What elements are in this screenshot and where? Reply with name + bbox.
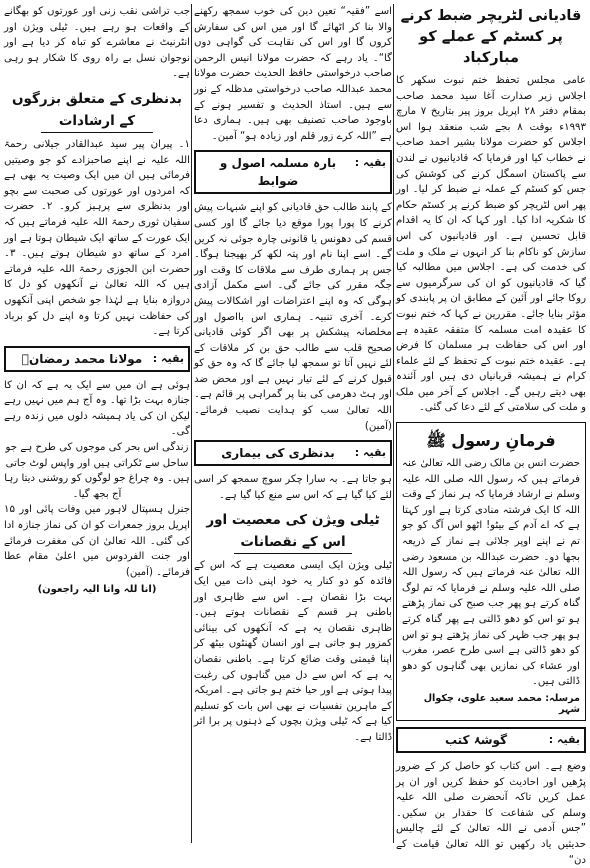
column-right [396, 4, 587, 866]
article-headline: بدنظری کے متعلق بزرگوں کے ارشادات [4, 88, 190, 133]
article-body: ہو جاتا ہے۔ بہ سارا چکر سوچ سمجھ کر اسی لئے کیا گیا ہے کہ اس سے منع کیا گیا ہے۔ [194, 474, 392, 501]
banner-tag: بقیہ : [354, 156, 386, 170]
continuation-banner [194, 440, 392, 466]
banner-title: بدنظری کی بیماری [221, 446, 335, 461]
column-divider [393, 4, 394, 843]
article-body: اسے ”فقیہ“ تعین دین کی خوب سمجھ رکھنے والا بنا کر اٹھائے گا اور میں اس کی سفارش کروں گا اور اس کی نقاہت کی گواہی دوں گا“۔ یاد رہے کہ حضرت مولانا انیس الرحمن صاحب درخواستی حافظ الحدیث حضرت مولانا محمد عبداللہ صاحب درخواستی مدظلہ کے نور سے ہیں۔ استاذ الحدیث و تفسیر ہونے کے باوجود صاحب تصنیف بھی ہیں۔ ہماری دعا ہے ”اللہ کرے زور قلم اور زیادہ ہو“ آمین۔ [194, 6, 392, 142]
continuation-banner [4, 346, 190, 372]
column-left [4, 4, 190, 843]
column-divider [191, 4, 192, 843]
banner-title: بارہ مسلمہ اصول و ضوابط [219, 156, 337, 189]
banner-title: گوشۂ کتب [444, 732, 508, 747]
banner-title: مولانا محمد رمضانؒ [21, 351, 143, 366]
article-headline: قادیانی لٹریچر ضبط کرنے پر کسٹم کے عملے کو مبارکباد [400, 8, 582, 66]
continuation-banner [194, 150, 392, 194]
banner-tag: بقیہ : [548, 732, 580, 746]
poem-verse: زندگی اس بحر کی موجوں کی طرح ہے جو ساحل سے ٹکراتی ہیں اور واپس لوٹ جاتی ہیں۔ وہ چراغ جو لوگوں کو روشنی دیتا رہا آج بجھ گیا۔ [4, 442, 190, 500]
continuation-banner [396, 727, 586, 753]
article-body: جب تراشی نقب زنی اور عورتوں کو بھگانے کے واقعات ہو رہے ہیں۔ ٹیلی ویژن اور انٹرنیٹ نے معاشرے کو تباہ کر دیا ہے اور نوجوان نسل بے راہ روی کا شکار ہو رہی ہے۔ [4, 6, 190, 80]
article-body: ہوئی ہے ان میں سے ایک یہ ہے کہ ان کا جنازہ بہت بڑا تھا۔ وہ آج ہم میں نہیں رہے لیکن ان کی یاد ہمیشہ دلوں میں زندہ رہے گی۔ [4, 379, 190, 438]
article-body: ۱۔ پیران پیر سید عبدالقادر جیلانی رحمۃ اللہ علیہ نے اپنے صاحبزادے کو جو وصیتیں فرمائی ہیں ان میں ایک وصیت یہ بھی ہے کہ امردوں اور عورتوں کی صحبت سے بچو اور بدنظری سے پرہیز کرو۔ ۲۔ حضرت سفیان ثوری رحمۃ اللہ علیہ فرماتے ہیں کہ ایک عورت کے ساتھ ایک شیطان ہوتا ہے اور امرد کے ساتھ دو شیطان ہوتے ہیں۔ ۳۔ حضرت ابن الجوزی رحمۃ اللہ علیہ فرماتے ہیں کہ اللہ تعالیٰ نے آنکھوں کو دل کا دروازہ بنایا ہے لہٰذا جو شخص اپنی آنکھوں کی حفاظت نہیں کرتا وہ اپنے دل کو برباد کرتا ہے۔ [4, 138, 190, 338]
column-middle [194, 4, 392, 843]
article-headline: ٹیلی ویژن کی معصیت اور اس کے نقصانات [194, 509, 392, 554]
banner-tag: بقیہ : [152, 351, 184, 365]
article-body: عامی مجلس تحفظ ختم نبوت سکھر کا اجلاس زیر صدارت آغا سید محمد صاحب بمقام دفتر ۲۸ اپریل بروز پیر بتاریخ ۷ مارچ ۱۹۹۳ء بوقت ۸ بجے شب منعقد ہوا اس اجلاس کو حضرت مولانا بشیر احمد صاحب نے خطاب کیا اور فرمایا کہ قادیانیوں نے لندن سے پاکستان اسمگل کرنے کی کوشش کی جس کو کسٹم کے عملہ نے ضبط کر لیا۔ اور پھر اس لٹریچر کو ضبط کرنے پر کسٹم حکام کا شکریہ ادا کیا۔ اور کہا کہ ان کا یہ اقدام قابل تحسین ہے۔ اور قادیانیوں کی اس سازش کو ناکام بنا کر انہوں نے ملک و ملت کی خدمت کی ہے۔ اجلاس میں مطالبہ کیا گیا کہ قادیانیوں کو ان کی سرگرمیوں سے روکا جائے اور آئین کے مطابق ان پر پابندی کو مؤثر بنایا جائے۔ مقررین نے کہا کہ ختم نبوت کا عقیدہ امت مسلمہ کا متفقہ عقیدہ ہے اور اس کی حفاظت ہر مسلمان کا فرض ہے۔ عقیدہ ختم نبوت کے تحفظ کے لئے علماء کرام نے ہمیشہ قربانیاں دی ہیں اور آئندہ بھی دیتے رہیں گے۔ اجلاس کے آخر میں ملک و ملت کی سلامتی کے لئے دعا کی گئی۔ [396, 75, 587, 414]
hadith-box-body: حضرت انس بن مالک رضی اللہ تعالیٰ عنہ فرماتے ہیں کہ رسول اللہ صلی اللہ علیہ وسلم نے ارشاد فرمایا کہ ہر نماز کے وقت اللہ کا ایک فرشتہ منادی کرتا ہے اور کہتا ہے کہ اے آدم کے بیٹو! اٹھو اس آگ کو جو تم نے اپنے اوپر جلائی ہے نماز کے ذریعہ بجھا دو۔ حضرت عبداللہ بن مسعود رضی اللہ تعالیٰ عنہ فرماتے ہیں کہ رسول اللہ صلی اللہ علیہ وسلم نے فرمایا کہ تم لوگ گناہ کرتے ہو پھر جب صبح کی نماز پڑھتے ہو تو اس کو دھو ڈالتی ہے پھر گناہ کرتے ہو پھر جب ظہر کی نماز پڑھتے ہو تو اس کو دھو ڈالتی ہے اسی طرح عصر، مغرب اور عشاء کی نمازیں بھی گناہوں کو دھو ڈالتی ہیں۔ [402, 458, 580, 688]
hadith-box [396, 422, 586, 721]
article-body: جنرل ہسپتال لاہور میں وفات پائی اور ۱۵ اپریل بروز جمعرات کو ان کی نماز جنازہ ادا کی گئی۔ اللہ تعالیٰ ان کی مغفرت فرمائے اور جنت الفردوس میں اعلیٰ مقام عطا فرمائے۔ (آمین) [4, 504, 190, 578]
hadith-box-title: فرمانِ رسول ﷺ [426, 431, 556, 451]
article-body: ٹیلی ویژن ایک ایسی معصیت ہے کہ اس کے فائدہ کو دو کنار یہ خود اپنی ذات میں ایک بہت بڑا نقصان ہے۔ اس سے ظاہری اور باطنی ہر قسم کے نقصانات ہوتے ہیں۔ ظاہری نقصان یہ ہے کہ آنکھوں کی بینائی کمزور ہو جاتی ہے اور انسان گھنٹوں بیٹھ کر اپنا قیمتی وقت ضائع کرتا ہے۔ باطنی نقصان یہ ہے کہ اس سے دل میں گناہوں کی رغبت پیدا ہوتی ہے اور حیا ختم ہو جاتی ہے۔ امریکہ کے ماہرین نفسیات نے بھی اس بات کو تسلیم کیا ہے کہ ٹیلی ویژن بچوں کے ذہنوں پر برا اثر ڈالتا ہے۔ [194, 560, 392, 743]
article-body: کے پابند طالب حق قادیانی کو اپنے شبہات پیش کرنے کا پورا پورا موقع دیا جائے گا اور کسی قسم کی دھونس یا قانونی چارہ جوئی نہ کریں گے۔ اسے اپنا نام اور پتہ لکھ کر بھیجنا ہوگا۔ جس پر ہماری طرف سے ملاقات کا وقت اور جگہ مقرر کی جائے گی۔ اسے مکمل آزادی ہوگی کہ وہ اپنے اعتراضات اور اشکالات پیش کرے۔ آخری تنبیہ۔ ہماری اس بااصول اور مخلصانہ پیشکش پر بھی اگر کوئی قادیانی صحیح قلب سے طالب حق بن کر ملاقات کے لئے نہیں آتا تو سمجھ لیا جائے گا کہ وہ حق کو قبول کرنے کے لئے تیار نہیں ہے اور محض ضد اور ہٹ دھرمی کی بنا پر گمراہی پر قائم ہے۔ اللہ تعالیٰ سب کو ہدایت نصیب فرمائے۔ (آمین) [194, 202, 392, 432]
closing-line: (انا للہ وانا الیہ راجعون) [37, 584, 157, 596]
banner-tag: بقیہ : [354, 446, 386, 460]
hadith-box-signature: مرسلہ: محمد سعید علوی، چکوال شہر [423, 692, 580, 715]
article-body: وضع ہے۔ اس کتاب کو حاصل کر کے ضرور پڑھیں اور احادیث کو حفظ کریں اور ان پر عمل کریں تاکہ آنحضرت صلی اللہ علیہ وسلم کی شفاعت کا حقدار بن سکیں۔ ”جس آدمی نے اللہ تعالیٰ کے لئے چالیس حدیثیں یاد رکھیں تو اللہ تعالیٰ قیامت کے دن“ [396, 760, 586, 866]
